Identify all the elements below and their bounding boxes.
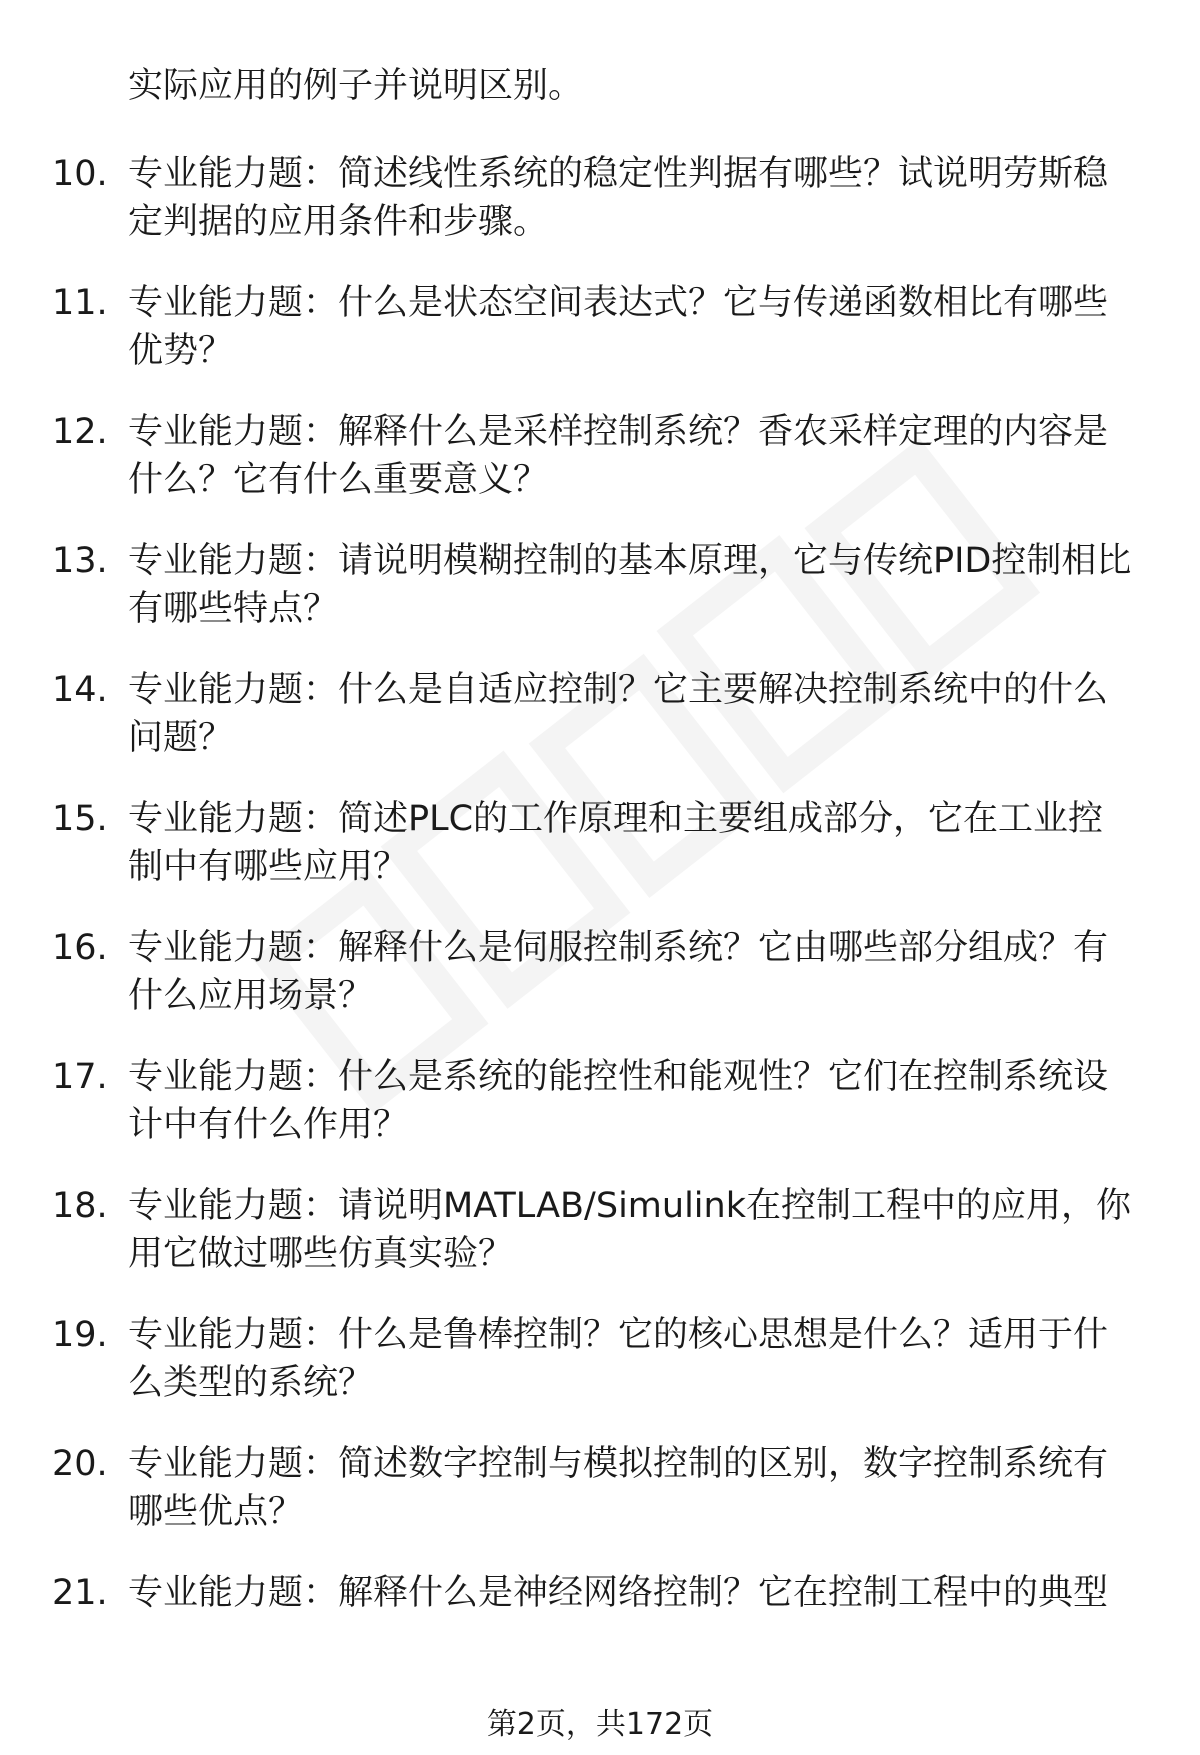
list-item <box>0 924 1200 1020</box>
question-number: 12. <box>52 412 108 452</box>
question-text: 专业能力题：什么是自适应控制？它主要解决控制系统中的什么问题？ <box>128 670 1109 758</box>
list-item <box>0 1053 1200 1149</box>
question-text: 专业能力题：简述数字控制与模拟控制的区别，数字控制系统有哪些优点？ <box>128 1444 1109 1532</box>
question-text: 专业能力题：简述PLC的工作原理和主要组成部分，它在工业控制中有哪些应用？ <box>128 799 1104 887</box>
question-number: 13. <box>52 541 108 581</box>
question-number: 19. <box>52 1315 108 1355</box>
question-number: 15. <box>52 799 108 839</box>
question-number: 16. <box>52 928 108 968</box>
continuation-text: 实际应用的例子并说明区别。 <box>128 66 584 106</box>
question-text: 专业能力题：请说明MATLAB/Simulink在控制工程中的应用，你用它做过哪些仿真实验？ <box>128 1186 1131 1274</box>
question-number: 17. <box>52 1057 108 1097</box>
question-number: 14. <box>52 670 108 710</box>
list-item <box>0 279 1200 375</box>
question-text: 专业能力题：解释什么是伺服控制系统？它由哪些部分组成？有什么应用场景？ <box>128 928 1109 1016</box>
list-item <box>0 150 1200 246</box>
page-footer: 第2页，共172页 <box>486 1707 714 1742</box>
list-item <box>0 795 1200 891</box>
question-number: 21. <box>52 1573 108 1613</box>
question-number: 18. <box>52 1186 108 1226</box>
question-list <box>0 150 1200 1698</box>
question-text: 专业能力题：解释什么是采样控制系统？香农采样定理的内容是什么？它有什么重要意义？ <box>128 412 1109 500</box>
question-text: 专业能力题：简述线性系统的稳定性判据有哪些？试说明劳斯稳定判据的应用条件和步骤。 <box>128 154 1109 242</box>
question-text: 专业能力题：什么是状态空间表达式？它与传递函数相比有哪些优势？ <box>128 283 1109 371</box>
list-item <box>0 1311 1200 1407</box>
question-number: 10. <box>52 154 108 194</box>
question-text: 专业能力题：请说明模糊控制的基本原理，它与传统PID控制相比有哪些特点？ <box>128 541 1132 629</box>
list-item <box>0 537 1200 633</box>
list-item <box>0 1440 1200 1536</box>
question-number: 20. <box>52 1444 108 1484</box>
question-text: 专业能力题：解释什么是神经网络控制？它在控制工程中的典型 <box>128 1573 1109 1613</box>
question-text: 专业能力题：什么是系统的能控性和能观性？它们在控制系统设计中有什么作用？ <box>128 1057 1109 1145</box>
list-item <box>0 666 1200 762</box>
question-text: 专业能力题：什么是鲁棒控制？它的核心思想是什么？适用于什么类型的系统？ <box>128 1315 1109 1403</box>
question-number: 11. <box>52 283 108 323</box>
list-item <box>0 1182 1200 1278</box>
list-item <box>0 408 1200 504</box>
list-item <box>0 1569 1200 1665</box>
